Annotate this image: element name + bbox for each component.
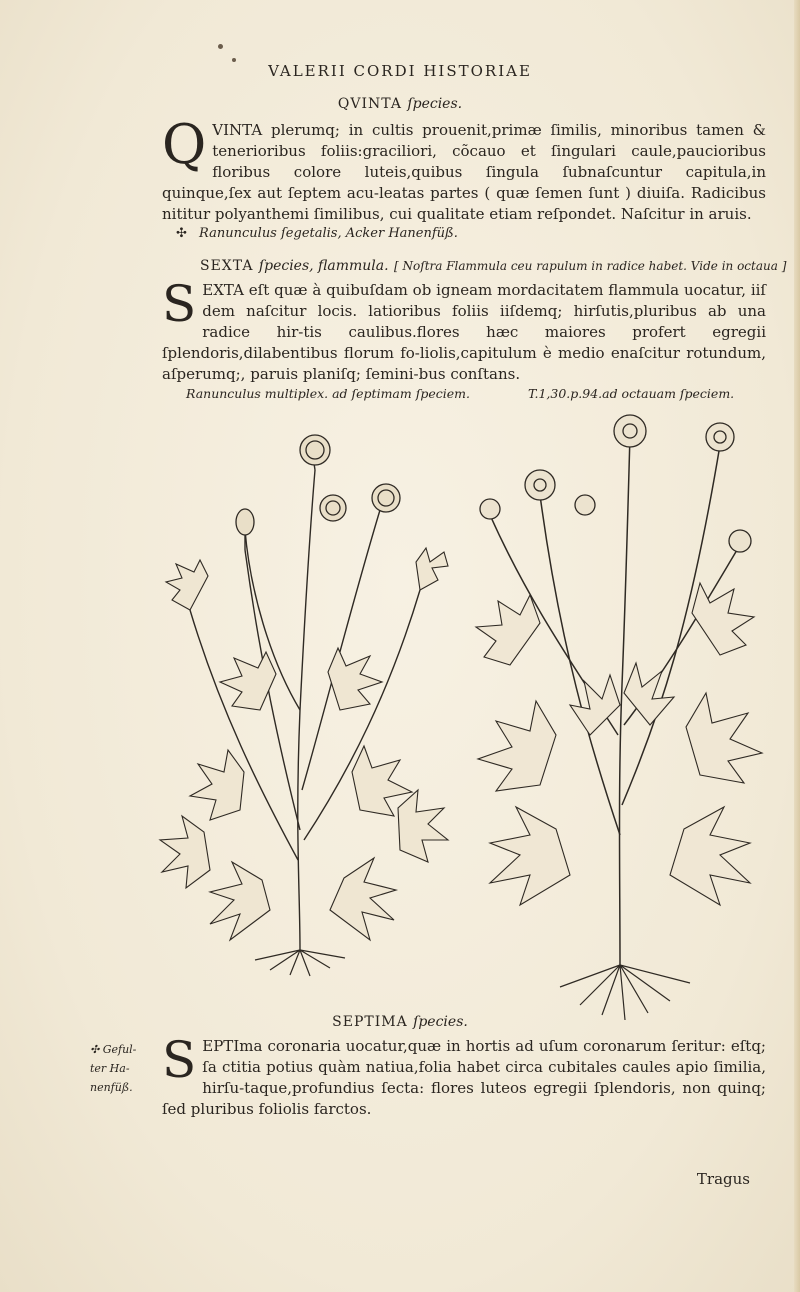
left-plant-woodcut (150, 410, 460, 980)
quinta-title-italic: ſpecies. (407, 96, 463, 112)
ink-speck (218, 44, 223, 49)
margin-note-line: nenfüß. (90, 1081, 133, 1094)
right-figure-caption: T.1,30.p.94.ad octauam ſpeciem. (528, 386, 735, 401)
margin-note-line: ✣ Geful- (90, 1043, 137, 1056)
quinta-paragraph (162, 113, 766, 225)
septima-body: EPTIma coronaria uocatur,quæ in hortis ad uſum coronarum ſeritur: eſtq; ſa ctitia potius quàm natiua,folia habet circa cubitales caules apio ſimilia, hirſu-taque,profundius ſecta: flores luteos egregii ſplendoris, non quinq; ſed pluribus foliolis farctos. (162, 1037, 766, 1118)
left-figure-caption: Ranunculus multiplex. ad ſeptimam ſpeciem. (186, 386, 470, 401)
septima-title-italic: ſpecies. (413, 1014, 468, 1030)
sexta-paragraph (162, 275, 766, 385)
septima-paragraph (162, 1031, 766, 1120)
septima-dropcap: S (162, 1031, 197, 1089)
quinta-title-caps: QVINTA (337, 96, 402, 112)
quinta-dropcap: Q (162, 113, 207, 176)
catchword: Tragus (696, 1170, 750, 1188)
asterism-icon: ✣ (176, 226, 187, 241)
sexta-body: EXTA eſt quæ à quibuſdam ob igneam mordacitatem flammula uocatur, iiſ dem naſcitur locis. latioribus foliis iiſdemq; hirſutis,pluribus ab una radice hir-tis caulibus.flores hæc maiores profert egregii ſplendoris,dilabentibus florum fo-liolis,capitulum è medio enaſcitur rotundum, aſperumq;, paruis planiſq; ſemini-bus conſtans. (162, 281, 766, 383)
sexta-title-italic: ſpecies, flammula. (258, 258, 389, 274)
septima-title-caps: SEPTIMA (332, 1014, 408, 1030)
quinta-note (176, 226, 458, 241)
running-title: VALERII CORDI HISTORIAE (268, 62, 532, 80)
quinta-body: VINTA plerumq; in cultis prouenit,primæ ſimilis, minoribus tamen & tenerioribus foliis:graciliori, cõcauo et ſingulari caule,paucioribus floribus colore luteis,quibus ſingula ſubnaſcuntur capitula,in quinque,ſex aut ſeptem acu-leatas partes ( quæ ſemen ſunt ) diuiſa. Radicibus nititur polyanthemi ſimilibus, cui qualitate etiam reſpondet. Naſcitur in aruis. (162, 121, 766, 223)
sexta-title (200, 258, 786, 274)
septima-margin-note (90, 1040, 136, 1097)
page-edge (794, 0, 800, 1292)
septima-title (0, 1014, 800, 1030)
quinta-title (0, 96, 800, 112)
margin-note-line: ter Ha- (90, 1062, 130, 1075)
quinta-note-text: Ranunculus ſegetalis, Acker Hanenfüß. (199, 226, 458, 241)
sexta-dropcap: S (162, 275, 197, 333)
right-plant-woodcut (470, 405, 770, 1025)
sexta-title-bracket: [ Noſtra Flammula ceu rapulum in radice habet. Vide in octaua ] (394, 259, 787, 273)
sexta-title-caps: SEXTA (200, 258, 254, 274)
